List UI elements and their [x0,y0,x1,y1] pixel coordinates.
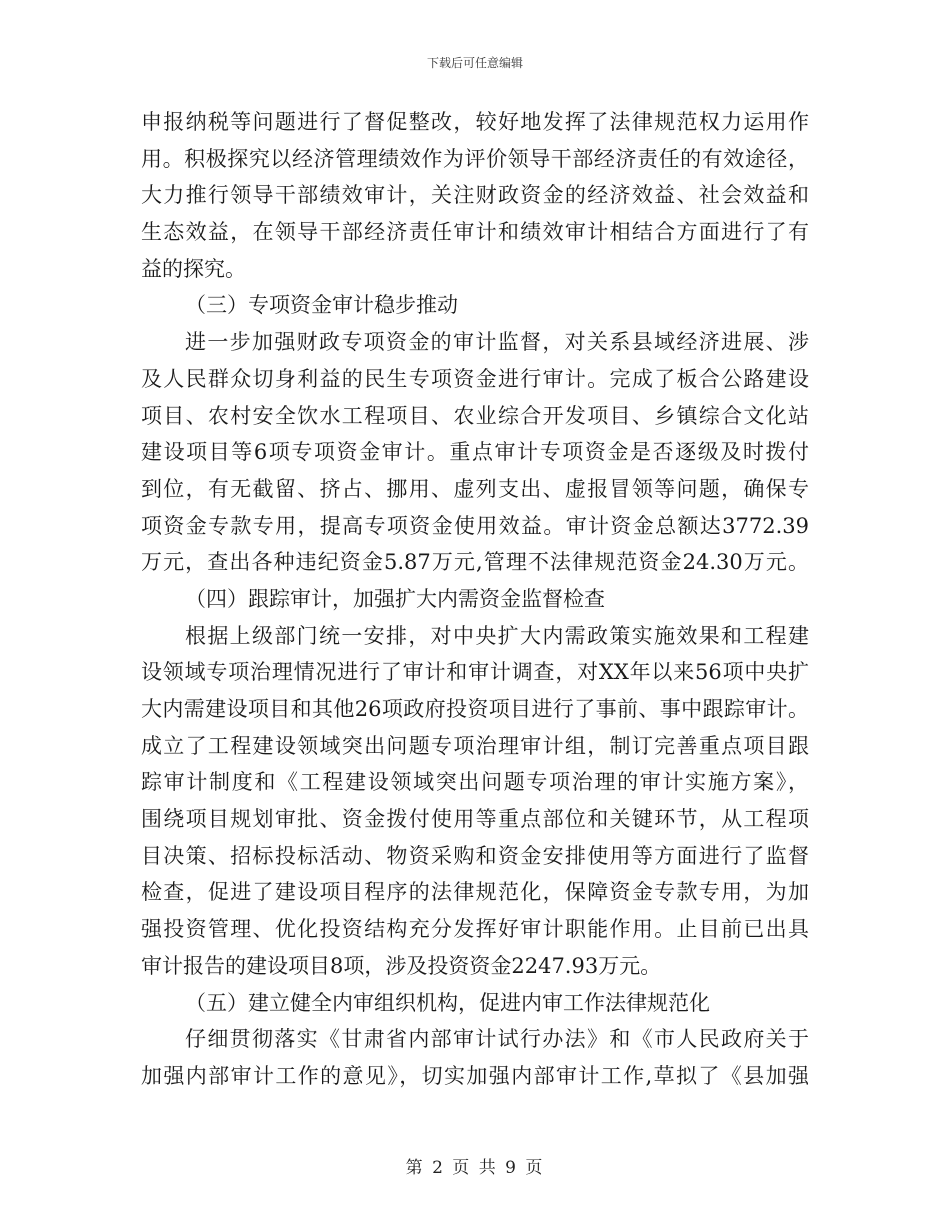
page-number-footer: 第 2 页 共 9 页 [405,1158,545,1178]
text-line: 项资金专款专用，提高专项资金使用效益。审计资金总额达3772.39 [141,513,809,538]
text-line: 到位，有无截留、挤占、挪用、虚列支出、虚报冒领等问题，确保专 [141,476,809,501]
text-line: 万元，查出各种违纪资金5.87万元,管理不法律规范资金24.30万元。 [141,550,809,575]
text-line: 围绕项目规划审批、资金拨付使用等重点部位和关键环节，从工程项 [141,807,809,832]
text-line: 审计报告的建设项目8项，涉及投资资金2247.93万元。 [141,953,662,978]
text-line: 大力推行领导干部绩效审计，关注财政资金的经济效益、社会效益和 [141,183,809,208]
document-body [141,104,809,1095]
text-line: 根据上级部门统一安排，对中央扩大内需政策实施效果和工程建 [185,623,809,648]
text-line: 仔细贯彻落实《甘肃省内部审计试行办法》和《市人民政府关于 [185,1027,809,1052]
text-line: 建设项目等6项专项资金审计。重点审计专项资金是否逐级及时拨付 [141,440,809,465]
text-line: 加强内部审计工作的意见》，切实加强内部审计工作,草拟了《县加强 [141,1063,809,1088]
text-line: 成立了工程建设领域突出问题专项治理审计组，制订完善重点项目跟 [141,733,809,758]
page-header: 下载后可任意编辑 [426,56,523,70]
section-heading: （三）专项资金审计稳步推动 [185,293,458,318]
text-line: 生态效益，在领导干部经济责任审计和绩效审计相结合方面进行了有 [141,220,809,245]
section-heading: （四）跟踪审计，加强扩大内需资金监督检查 [185,586,605,611]
text-line: 及人民群众切身利益的民生专项资金进行审计。完成了板合公路建设 [141,366,809,391]
section-heading: （五）建立健全内审组织机构，促进内审工作法律规范化 [185,990,710,1015]
text-line: 设领域专项治理情况进行了审计和审计调查，对XX年以来56项中央扩 [141,660,809,685]
text-line: 益的探究。 [141,256,246,281]
text-line: 项目、农村安全饮水工程项目、农业综合开发项目、乡镇综合文化站 [141,403,809,428]
text-line: 目决策、招标投标活动、物资采购和资金安排使用等方面进行了监督 [141,843,809,868]
text-line: 申报纳税等问题进行了督促整改，较好地发挥了法律规范权力运用作 [141,110,809,134]
text-line: 强投资管理、优化投资结构充分发挥好审计职能作用。止目前已出具 [141,917,809,942]
text-line: 检查，促进了建设项目程序的法律规范化，保障资金专款专用，为加 [141,880,809,905]
text-line: 大内需建设项目和其他26项政府投资项目进行了事前、事中跟踪审计。 [141,697,809,721]
text-line: 踪审计制度和《工程建设领域突出问题专项治理的审计实施方案》， [141,770,809,795]
text-line: 用。积极探究以经济管理绩效作为评价领导干部经济责任的有效途径， [141,146,809,171]
text-line: 进一步加强财政专项资金的审计监督，对关系县域经济进展、涉 [185,330,809,355]
